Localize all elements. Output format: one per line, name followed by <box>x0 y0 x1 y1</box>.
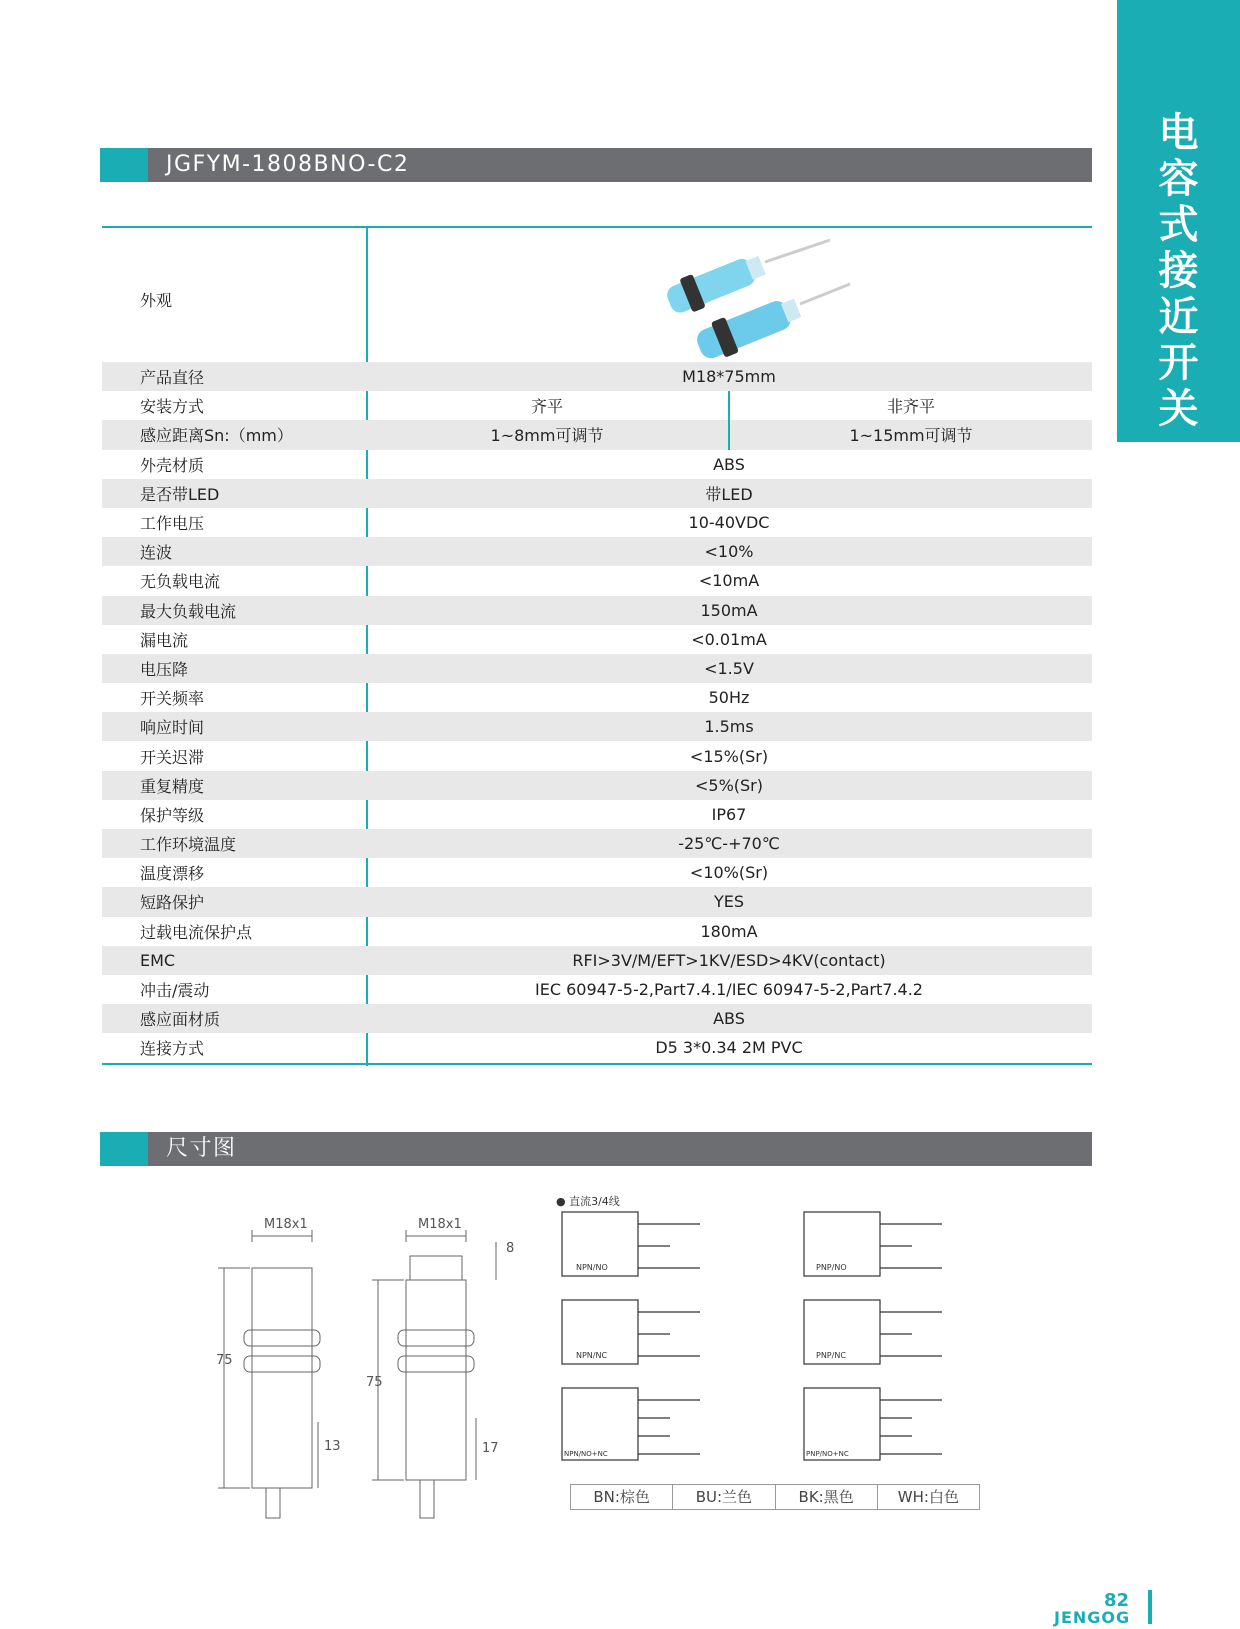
row-value: ABS <box>713 454 745 474</box>
row-value-nonflush: 非齐平 <box>886 397 935 417</box>
category-char: 近 <box>1158 294 1199 340</box>
category-tab <box>1117 0 1240 442</box>
row-key: 外壳材质 <box>140 455 205 475</box>
row-key: 开关迟滞 <box>140 747 205 767</box>
table-row <box>102 946 1092 975</box>
row-key: 连波 <box>140 543 173 563</box>
category-char: 容 <box>1158 156 1199 202</box>
row-key: EMC <box>140 950 176 970</box>
row-value: <5%(Sr) <box>694 775 763 795</box>
dimension-drawing <box>200 1190 540 1520</box>
appearance-label: 外观 <box>140 291 173 310</box>
appearance-row <box>102 228 1092 362</box>
category-char: 接 <box>1158 248 1199 294</box>
product-photo <box>655 232 855 362</box>
page-number: 82 <box>1104 1590 1130 1611</box>
row-value-flush: 齐平 <box>530 397 563 417</box>
header-accent <box>100 148 148 182</box>
row-value: -25℃-+70℃ <box>678 834 780 854</box>
category-char: 关 <box>1158 386 1199 432</box>
row-value: <10mA <box>698 571 760 591</box>
row-key: 感应距离Sn:（mm） <box>140 426 293 446</box>
dimension-header-bar <box>100 1132 1092 1166</box>
row-value: 50Hz <box>708 688 750 708</box>
row-key: 保护等级 <box>140 805 205 825</box>
row-key: 开关频率 <box>140 689 205 709</box>
row-value: 1.5ms <box>704 717 754 737</box>
row-key: 感应面材质 <box>140 1010 221 1030</box>
row-value: <10% <box>704 542 754 562</box>
wiring-label: NPN/NC <box>576 1351 608 1360</box>
table-row <box>102 771 1092 800</box>
category-char: 式 <box>1158 202 1199 248</box>
row-key: 无负载电流 <box>140 572 221 592</box>
footer-accent-bar <box>1148 1590 1152 1624</box>
spec-table <box>102 226 1092 1065</box>
row-value-flush: 1~8mm可调节 <box>490 426 604 446</box>
wiring-label: PNP/NO <box>816 1263 847 1272</box>
row-key: 是否带LED <box>140 484 220 504</box>
row-key: 重复精度 <box>140 776 205 796</box>
table-row <box>102 420 1092 449</box>
left-tip-label: 13 <box>324 1439 341 1454</box>
row-key: 温度漂移 <box>140 864 205 884</box>
table-row <box>102 829 1092 858</box>
dimension-title: 尺寸图 <box>166 1136 237 1161</box>
wiring-label: PNP/NO+NC <box>806 1450 849 1458</box>
table-row <box>102 450 1092 479</box>
row-key: 短路保护 <box>140 893 205 913</box>
table-row <box>102 800 1092 829</box>
row-value-nonflush: 1~15mm可调节 <box>849 426 973 446</box>
row-key: 响应时间 <box>140 718 205 738</box>
right-thread-label: M18x1 <box>418 1217 462 1232</box>
table-row <box>102 479 1092 508</box>
row-value: IEC 60947-5-2,Part7.4.1/IEC 60947-5-2,Part7.4.2 <box>535 980 923 1000</box>
table-row <box>102 625 1092 654</box>
model-header-bar <box>100 148 1092 182</box>
table-row <box>102 362 1092 391</box>
table-bottom-rule <box>102 1063 1092 1065</box>
row-key: 产品直径 <box>140 368 205 388</box>
row-value: <10%(Sr) <box>689 863 769 883</box>
wiring-title: ● 直流3/4线 <box>556 1195 620 1208</box>
row-key: 电压降 <box>140 659 189 679</box>
table-row <box>102 537 1092 566</box>
row-value: 带LED <box>705 484 753 504</box>
brand-name: JENGOG <box>1054 1608 1131 1627</box>
left-thread-label: M18x1 <box>264 1217 308 1232</box>
row-value: RFI>3V/M/EFT>1KV/ESD>4KV(contact) <box>572 950 886 970</box>
table-row <box>102 975 1092 1004</box>
legend-item: BK:黑色 <box>776 1485 878 1509</box>
table-row <box>102 917 1092 946</box>
table-row <box>102 683 1092 712</box>
row-key: 最大负载电流 <box>140 601 237 621</box>
row-value: <15%(Sr) <box>689 746 769 766</box>
table-row <box>102 654 1092 683</box>
table-row <box>102 566 1092 595</box>
header-accent <box>100 1132 148 1166</box>
row-key: 工作电压 <box>140 514 205 534</box>
row-key: 连接方式 <box>140 1039 205 1059</box>
wire-color-legend <box>570 1484 980 1510</box>
row-key: 漏电流 <box>140 630 189 650</box>
table-row <box>102 391 1092 420</box>
table-row <box>102 508 1092 537</box>
legend-item: BU:兰色 <box>673 1485 775 1509</box>
table-row <box>102 858 1092 887</box>
row-key: 过载电流保护点 <box>140 922 253 942</box>
row-key: 冲击/震动 <box>140 981 210 1001</box>
legend-item: WH:白色 <box>897 1488 959 1506</box>
table-row <box>102 741 1092 770</box>
row-value: 180mA <box>700 921 758 941</box>
row-key: 安装方式 <box>140 397 205 417</box>
model-title: JGFYM-1808BNO-C2 <box>166 152 410 177</box>
row-value: M18*75mm <box>682 367 776 387</box>
row-value: <0.01mA <box>691 629 767 649</box>
row-value: IP67 <box>711 804 747 824</box>
left-length-label: 75 <box>216 1353 233 1368</box>
row-value: YES <box>713 892 745 912</box>
table-row <box>102 1004 1092 1033</box>
right-length-label: 75 <box>366 1375 383 1390</box>
row-key: 工作环境温度 <box>140 835 237 855</box>
row-value: <1.5V <box>704 658 754 678</box>
wiring-diagrams <box>550 1190 990 1480</box>
table-row <box>102 596 1092 625</box>
row-value: 10-40VDC <box>688 513 770 533</box>
wiring-label: PNP/NC <box>816 1351 846 1360</box>
row-value: ABS <box>713 1009 745 1029</box>
table-row <box>102 887 1092 916</box>
right-protrusion-label: 8 <box>506 1241 515 1256</box>
table-row <box>102 1033 1092 1062</box>
category-char: 开 <box>1158 340 1199 386</box>
table-row <box>102 712 1092 741</box>
category-char: 电 <box>1158 110 1199 156</box>
row-value: 150mA <box>700 600 758 620</box>
wiring-label: NPN/NO+NC <box>564 1450 608 1458</box>
row-value: D5 3*0.34 2M PVC <box>655 1038 803 1058</box>
legend-item: BN:棕色 <box>571 1485 673 1509</box>
right-tip-label: 17 <box>482 1441 499 1456</box>
wiring-label: NPN/NO <box>576 1263 608 1272</box>
